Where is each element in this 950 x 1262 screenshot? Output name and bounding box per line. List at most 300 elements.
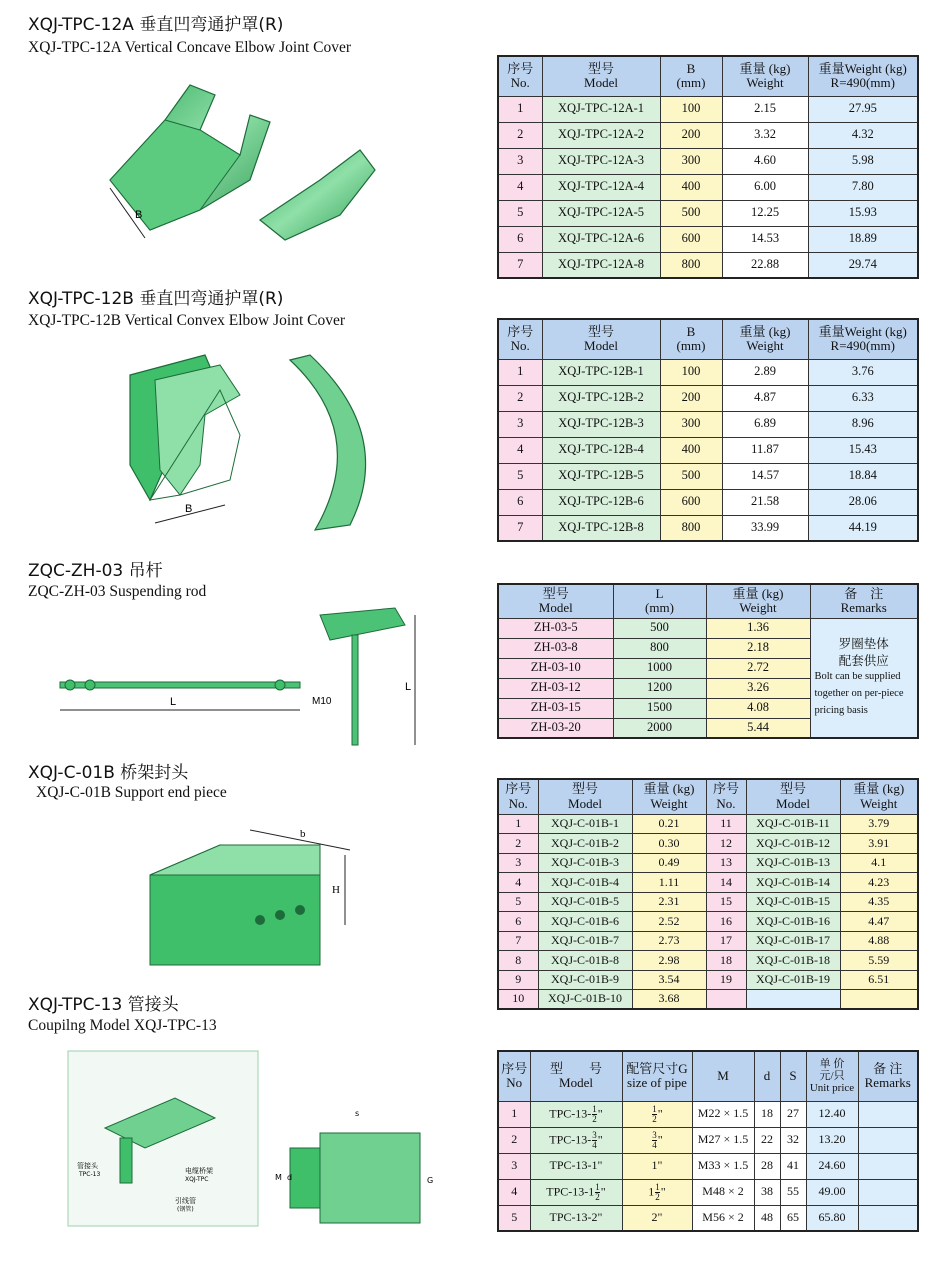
table-row bbox=[498, 385, 918, 411]
cell-weight: 33.99 bbox=[722, 515, 808, 541]
cell-weight: 22.88 bbox=[722, 252, 808, 278]
cell-remarks bbox=[858, 1127, 918, 1153]
section-title-coupling: XQJ-TPC-13 管接头 bbox=[28, 995, 179, 1015]
frac-den: 2 bbox=[595, 1191, 600, 1202]
table-row bbox=[498, 970, 918, 990]
dim-l-label: L bbox=[170, 696, 177, 708]
cell-no: 15 bbox=[706, 892, 746, 912]
cell-weight-r: 7.80 bbox=[808, 174, 918, 200]
cell-model: XQJ-C-01B-1 bbox=[538, 814, 632, 834]
table-row bbox=[498, 200, 918, 226]
cell-pipe-size bbox=[622, 1205, 692, 1231]
g-fraction bbox=[652, 1131, 657, 1150]
cell-b: 800 bbox=[660, 515, 722, 541]
table-row bbox=[498, 122, 918, 148]
cell-pipe-size bbox=[622, 1127, 692, 1153]
g-whole: 1 bbox=[648, 1183, 655, 1198]
table-row bbox=[498, 951, 918, 971]
frac-num: 1 bbox=[595, 1181, 600, 1192]
cell-b: 400 bbox=[660, 437, 722, 463]
g-suffix: " bbox=[657, 1131, 663, 1146]
cell-weight: 6.89 bbox=[722, 411, 808, 437]
cell-no: 1 bbox=[498, 1101, 530, 1127]
cell-m: M33 × 1.5 bbox=[692, 1153, 754, 1179]
cell-weight: 4.88 bbox=[840, 931, 918, 951]
section-subtitle-endpiece: XQJ-C-01B Support end piece bbox=[36, 784, 227, 801]
cell-l: 1200 bbox=[613, 678, 706, 698]
cell-weight: 3.54 bbox=[632, 970, 706, 990]
frac-num: 3 bbox=[652, 1129, 657, 1140]
dim-g: G bbox=[427, 1176, 434, 1185]
dim-d: d bbox=[287, 1173, 293, 1182]
cell-no: 6 bbox=[498, 489, 542, 515]
cell-no: 11 bbox=[706, 814, 746, 834]
cell-model: ZH-03-10 bbox=[498, 658, 613, 678]
table-endpiece bbox=[497, 778, 919, 1010]
cell-weight: 4.60 bbox=[722, 148, 808, 174]
cell-weight: 4.08 bbox=[706, 698, 810, 718]
frac-num: 3 bbox=[592, 1129, 597, 1140]
cell-no: 17 bbox=[706, 931, 746, 951]
frac-num: 1 bbox=[655, 1181, 660, 1192]
cell-model: XQJ-TPC-12A-3 bbox=[542, 148, 660, 174]
cell-no: 5 bbox=[498, 892, 538, 912]
dim-m10-label: M10 bbox=[312, 696, 332, 707]
cell-no: 5 bbox=[498, 1205, 530, 1231]
cell-model: XQJ-C-01B-7 bbox=[538, 931, 632, 951]
table-header: 配管尺寸G size of pipe bbox=[622, 1051, 692, 1101]
cell-weight: 14.57 bbox=[722, 463, 808, 489]
cell-no: 4 bbox=[498, 174, 542, 200]
frac-den: 4 bbox=[592, 1139, 597, 1150]
cell-no: 7 bbox=[498, 931, 538, 951]
cell-pipe-size bbox=[622, 1153, 692, 1179]
cell-weight: 0.49 bbox=[632, 853, 706, 873]
table-header: 序号 No. bbox=[706, 779, 746, 814]
section-title-12b: XQJ-TPC-12B 垂直凹弯通护罩(R) bbox=[28, 289, 284, 309]
section-title-12a: XQJ-TPC-12A 垂直凹弯通护罩(R) bbox=[28, 15, 284, 35]
cell-model: XQJ-C-01B-11 bbox=[746, 814, 840, 834]
cell-no: 7 bbox=[498, 515, 542, 541]
cell-pipe-size bbox=[622, 1179, 692, 1205]
section-subtitle-coupling: Coupilng Model XQJ-TPC-13 bbox=[28, 1017, 217, 1034]
table-header: 型号 Model bbox=[746, 779, 840, 814]
cell-weight-r: 8.96 bbox=[808, 411, 918, 437]
cell-b: 200 bbox=[660, 122, 722, 148]
cell-weight-r: 15.93 bbox=[808, 200, 918, 226]
cell-d: 38 bbox=[754, 1179, 780, 1205]
cell-weight: 2.89 bbox=[722, 359, 808, 385]
cell-weight: 4.87 bbox=[722, 385, 808, 411]
lbl-joint: 管接头 bbox=[77, 1162, 98, 1170]
cell-weight: 5.59 bbox=[840, 951, 918, 971]
lbl-pipe: 引线管 bbox=[175, 1197, 196, 1205]
end-piece-illustration bbox=[140, 815, 370, 975]
cell-no: 4 bbox=[498, 1179, 530, 1205]
cell-weight: 3.32 bbox=[722, 122, 808, 148]
dim-b-label: B bbox=[135, 209, 143, 221]
model-fraction bbox=[592, 1105, 597, 1124]
table-rod bbox=[497, 583, 919, 739]
cell-b: 100 bbox=[660, 359, 722, 385]
cell-model: XQJ-C-01B-18 bbox=[746, 951, 840, 971]
model-fraction bbox=[595, 1183, 600, 1202]
table-row bbox=[498, 1127, 918, 1153]
lbl-tray: 电缆桥架 bbox=[185, 1167, 213, 1175]
dim-l2-label: L bbox=[405, 681, 412, 693]
table-header: S bbox=[780, 1051, 806, 1101]
cell-b: 500 bbox=[660, 200, 722, 226]
remark-cn-2: 配套供应 bbox=[838, 652, 889, 668]
cell-no: 4 bbox=[498, 873, 538, 893]
cell-l: 1000 bbox=[613, 658, 706, 678]
model-prefix: TPC-13-2" bbox=[549, 1210, 603, 1225]
dim-h-label: H bbox=[332, 884, 340, 896]
g-whole: 2" bbox=[651, 1210, 663, 1225]
section-subtitle-rod: ZQC-ZH-03 Suspending rod bbox=[28, 583, 207, 600]
cell-model: XQJ-C-01B-9 bbox=[538, 970, 632, 990]
cell-no: 14 bbox=[706, 873, 746, 893]
cell-weight bbox=[840, 990, 918, 1010]
cell-no: 3 bbox=[498, 1153, 530, 1179]
table-row bbox=[498, 463, 918, 489]
table-header: 重量 (kg) Weight bbox=[840, 779, 918, 814]
cell-model bbox=[530, 1153, 622, 1179]
cell-weight: 3.79 bbox=[840, 814, 918, 834]
cell-weight: 4.1 bbox=[840, 853, 918, 873]
cell-model: XQJ-C-01B-3 bbox=[538, 853, 632, 873]
cell-model: XQJ-C-01B-16 bbox=[746, 912, 840, 932]
cell-no: 13 bbox=[706, 853, 746, 873]
frac-den: 4 bbox=[652, 1139, 657, 1150]
cell-weight: 1.36 bbox=[706, 618, 810, 638]
table-header: 备 注 Remarks bbox=[810, 584, 918, 618]
cell-no: 12 bbox=[706, 834, 746, 854]
cell-model: XQJ-C-01B-8 bbox=[538, 951, 632, 971]
frac-num: 1 bbox=[592, 1103, 597, 1114]
table-row bbox=[498, 1101, 918, 1127]
cell-model: XQJ-C-01B-12 bbox=[746, 834, 840, 854]
table-header: 型 号 Model bbox=[530, 1051, 622, 1101]
cell-weight: 21.58 bbox=[722, 489, 808, 515]
lbl-tray-en: XQJ-TPC bbox=[185, 1176, 209, 1183]
dim-m: M bbox=[275, 1173, 282, 1182]
table-header: 单 价 元/只 Unit price bbox=[806, 1051, 858, 1101]
cell-s: 65 bbox=[780, 1205, 806, 1231]
table-header: 序号 No. bbox=[498, 319, 542, 359]
table-row bbox=[498, 814, 918, 834]
table-row bbox=[498, 174, 918, 200]
hdr-weight: 重量 (kg) Weight bbox=[722, 56, 808, 96]
cell-model: XQJ-TPC-12A-2 bbox=[542, 122, 660, 148]
table-12b bbox=[497, 318, 919, 542]
cell-no: 16 bbox=[706, 912, 746, 932]
cell-no: 3 bbox=[498, 411, 542, 437]
table-row bbox=[498, 853, 918, 873]
cell-s: 32 bbox=[780, 1127, 806, 1153]
table-header: L (mm) bbox=[613, 584, 706, 618]
model-prefix: TPC-13-1" bbox=[549, 1158, 603, 1173]
cell-no: 18 bbox=[706, 951, 746, 971]
cell-price: 24.60 bbox=[806, 1153, 858, 1179]
cell-model bbox=[530, 1101, 622, 1127]
cell-weight: 2.15 bbox=[722, 96, 808, 122]
coupling-illustration bbox=[65, 1048, 445, 1233]
cell-weight: 5.44 bbox=[706, 718, 810, 738]
table-header: d bbox=[754, 1051, 780, 1101]
table-row bbox=[498, 931, 918, 951]
cell-remarks bbox=[858, 1101, 918, 1127]
cell-weight-r: 18.89 bbox=[808, 226, 918, 252]
cell-no: 4 bbox=[498, 437, 542, 463]
table-row bbox=[498, 618, 918, 638]
lbl-pipe-en: (钢管) bbox=[177, 1206, 194, 1213]
cell-weight-r: 4.32 bbox=[808, 122, 918, 148]
cell-d: 18 bbox=[754, 1101, 780, 1127]
cell-weight-r: 29.74 bbox=[808, 252, 918, 278]
cell-no: 1 bbox=[498, 96, 542, 122]
cell-price: 12.40 bbox=[806, 1101, 858, 1127]
cell-model: XQJ-C-01B-10 bbox=[538, 990, 632, 1010]
cell-model: XQJ-C-01B-13 bbox=[746, 853, 840, 873]
cell-model: ZH-03-8 bbox=[498, 638, 613, 658]
table-header: 重量 (kg) Weight bbox=[632, 779, 706, 814]
cell-no: 6 bbox=[498, 912, 538, 932]
table-row bbox=[498, 489, 918, 515]
table-coupling bbox=[497, 1050, 919, 1232]
concave-elbow-illustration bbox=[90, 70, 410, 265]
cell-weight-r: 3.76 bbox=[808, 359, 918, 385]
dim-b-lower: b bbox=[300, 828, 306, 840]
cell-weight-r: 18.84 bbox=[808, 463, 918, 489]
cell-b: 300 bbox=[660, 148, 722, 174]
cell-weight-r: 5.98 bbox=[808, 148, 918, 174]
cell-no: 8 bbox=[498, 951, 538, 971]
hdr-model: 型号 Model bbox=[542, 56, 660, 96]
cell-weight: 2.72 bbox=[706, 658, 810, 678]
cell-weight: 4.23 bbox=[840, 873, 918, 893]
cell-b: 400 bbox=[660, 174, 722, 200]
cell-l: 1500 bbox=[613, 698, 706, 718]
cell-no: 1 bbox=[498, 359, 542, 385]
cell-weight: 14.53 bbox=[722, 226, 808, 252]
frac-den: 2 bbox=[652, 1113, 657, 1124]
cell-weight-r: 28.06 bbox=[808, 489, 918, 515]
cell-model: XQJ-C-01B-4 bbox=[538, 873, 632, 893]
lbl-joint-en: TPC-13 bbox=[79, 1171, 101, 1178]
cell-model: XQJ-TPC-12A-8 bbox=[542, 252, 660, 278]
table-header: 型号 Model bbox=[538, 779, 632, 814]
cell-weight: 2.31 bbox=[632, 892, 706, 912]
cell-m: M27 × 1.5 bbox=[692, 1127, 754, 1153]
cell-b: 500 bbox=[660, 463, 722, 489]
g-fraction bbox=[652, 1105, 657, 1124]
cell-model: ZH-03-20 bbox=[498, 718, 613, 738]
cell-l: 500 bbox=[613, 618, 706, 638]
cell-remarks bbox=[858, 1179, 918, 1205]
g-suffix: " bbox=[657, 1105, 663, 1120]
table-header: 序号 No. bbox=[498, 779, 538, 814]
cell-model: XQJ-TPC-12A-5 bbox=[542, 200, 660, 226]
cell-b: 800 bbox=[660, 252, 722, 278]
cell-b: 100 bbox=[660, 96, 722, 122]
cell-no: 9 bbox=[498, 970, 538, 990]
table-header: 备 注 Remarks bbox=[858, 1051, 918, 1101]
table-row bbox=[498, 96, 918, 122]
hdr-b: B (mm) bbox=[660, 56, 722, 96]
cell-model: XQJ-TPC-12B-3 bbox=[542, 411, 660, 437]
cell-weight: 2.98 bbox=[632, 951, 706, 971]
cell-l: 2000 bbox=[613, 718, 706, 738]
cell-model: XQJ-C-01B-17 bbox=[746, 931, 840, 951]
cell-remarks bbox=[858, 1205, 918, 1231]
section-subtitle-12b: XQJ-TPC-12B Vertical Convex Elbow Joint Cover bbox=[28, 312, 346, 329]
table-header: M bbox=[692, 1051, 754, 1101]
g-whole: 1" bbox=[651, 1158, 663, 1173]
cell-weight: 4.47 bbox=[840, 912, 918, 932]
cell-model: XQJ-TPC-12B-6 bbox=[542, 489, 660, 515]
table-row bbox=[498, 359, 918, 385]
cell-b: 600 bbox=[660, 226, 722, 252]
cell-no: 2 bbox=[498, 385, 542, 411]
cell-weight: 6.00 bbox=[722, 174, 808, 200]
cell-model: XQJ-TPC-12B-8 bbox=[542, 515, 660, 541]
section-title-endpiece: XQJ-C-01B 桥架封头 bbox=[28, 763, 189, 783]
cell-model bbox=[530, 1179, 622, 1205]
model-suffix: " bbox=[600, 1183, 606, 1198]
cell-weight: 3.26 bbox=[706, 678, 810, 698]
cell-no bbox=[706, 990, 746, 1010]
cell-price: 13.20 bbox=[806, 1127, 858, 1153]
cell-s: 55 bbox=[780, 1179, 806, 1205]
cell-model: XQJ-C-01B-5 bbox=[538, 892, 632, 912]
table-header: 型号 Model bbox=[542, 319, 660, 359]
dim-s: s bbox=[355, 1109, 360, 1118]
frac-num: 1 bbox=[652, 1103, 657, 1114]
cell-weight-r: 27.95 bbox=[808, 96, 918, 122]
cell-no: 10 bbox=[498, 990, 538, 1010]
convex-elbow-illustration bbox=[120, 345, 380, 535]
cell-weight: 11.87 bbox=[722, 437, 808, 463]
cell-weight: 1.11 bbox=[632, 873, 706, 893]
table-row bbox=[498, 1205, 918, 1231]
cell-weight: 2.18 bbox=[706, 638, 810, 658]
cell-model bbox=[746, 990, 840, 1010]
cell-weight-r: 44.19 bbox=[808, 515, 918, 541]
frac-den: 2 bbox=[655, 1191, 660, 1202]
cell-model: XQJ-C-01B-19 bbox=[746, 970, 840, 990]
table-row bbox=[498, 411, 918, 437]
cell-model: ZH-03-5 bbox=[498, 618, 613, 638]
table-row bbox=[498, 892, 918, 912]
cell-weight: 4.35 bbox=[840, 892, 918, 912]
cell-remarks bbox=[810, 618, 918, 738]
table-row bbox=[498, 1153, 918, 1179]
table-header: 型号 Model bbox=[498, 584, 613, 618]
cell-d: 28 bbox=[754, 1153, 780, 1179]
cell-weight: 0.21 bbox=[632, 814, 706, 834]
cell-weight: 12.25 bbox=[722, 200, 808, 226]
cell-pipe-size bbox=[622, 1101, 692, 1127]
cell-model: XQJ-C-01B-6 bbox=[538, 912, 632, 932]
model-fraction bbox=[592, 1131, 597, 1150]
cell-price: 65.80 bbox=[806, 1205, 858, 1231]
model-suffix: " bbox=[597, 1105, 603, 1120]
cell-no: 3 bbox=[498, 853, 538, 873]
cell-weight-r: 6.33 bbox=[808, 385, 918, 411]
table-row bbox=[498, 437, 918, 463]
cell-no: 2 bbox=[498, 122, 542, 148]
table-row bbox=[498, 148, 918, 174]
cell-weight: 2.52 bbox=[632, 912, 706, 932]
cell-weight-r: 15.43 bbox=[808, 437, 918, 463]
cell-b: 600 bbox=[660, 489, 722, 515]
cell-weight: 0.30 bbox=[632, 834, 706, 854]
cell-model bbox=[530, 1205, 622, 1231]
cell-model: XQJ-TPC-12A-1 bbox=[542, 96, 660, 122]
table-row bbox=[498, 1179, 918, 1205]
dim-b-label-2: B bbox=[185, 503, 193, 515]
cell-b: 200 bbox=[660, 385, 722, 411]
cell-price: 49.00 bbox=[806, 1179, 858, 1205]
table-header: 重量 (kg) Weight bbox=[706, 584, 810, 618]
cell-l: 800 bbox=[613, 638, 706, 658]
cell-d: 22 bbox=[754, 1127, 780, 1153]
cell-s: 41 bbox=[780, 1153, 806, 1179]
cell-model: XQJ-C-01B-15 bbox=[746, 892, 840, 912]
cell-b: 300 bbox=[660, 411, 722, 437]
cell-m: M22 × 1.5 bbox=[692, 1101, 754, 1127]
table-row bbox=[498, 252, 918, 278]
table-row bbox=[498, 912, 918, 932]
cell-model: XQJ-C-01B-14 bbox=[746, 873, 840, 893]
cell-model bbox=[530, 1127, 622, 1153]
cell-model: XQJ-TPC-12B-2 bbox=[542, 385, 660, 411]
cell-weight: 3.68 bbox=[632, 990, 706, 1010]
table-header: B (mm) bbox=[660, 319, 722, 359]
cell-no: 5 bbox=[498, 200, 542, 226]
cell-no: 1 bbox=[498, 814, 538, 834]
cell-no: 3 bbox=[498, 148, 542, 174]
table-row bbox=[498, 873, 918, 893]
cell-weight: 2.73 bbox=[632, 931, 706, 951]
table-row bbox=[498, 990, 918, 1010]
table-row bbox=[498, 834, 918, 854]
section-subtitle-12a: XQJ-TPC-12A Vertical Concave Elbow Joint Cover bbox=[28, 39, 352, 56]
remark-en: Bolt can be supplied together on per-piece pricing basis bbox=[814, 671, 904, 717]
section-title-rod: ZQC-ZH-03 吊杆 bbox=[28, 561, 163, 581]
cell-model: ZH-03-15 bbox=[498, 698, 613, 718]
table-header: 重量Weight (kg) R=490(mm) bbox=[808, 319, 918, 359]
cell-m: M48 × 2 bbox=[692, 1179, 754, 1205]
cell-weight: 6.51 bbox=[840, 970, 918, 990]
cell-model: XQJ-TPC-12A-6 bbox=[542, 226, 660, 252]
cell-model: XQJ-TPC-12B-1 bbox=[542, 359, 660, 385]
table-header: 重量 (kg) Weight bbox=[722, 319, 808, 359]
table-row bbox=[498, 226, 918, 252]
cell-m: M56 × 2 bbox=[692, 1205, 754, 1231]
hdr-no: 序号 No. bbox=[498, 56, 542, 96]
table-12a bbox=[497, 55, 919, 279]
model-prefix: TPC-13- bbox=[549, 1131, 592, 1146]
cell-model: XQJ-TPC-12B-5 bbox=[542, 463, 660, 489]
cell-model: XQJ-TPC-12A-4 bbox=[542, 174, 660, 200]
table-header: 序号 No bbox=[498, 1051, 530, 1101]
g-suffix: " bbox=[660, 1183, 666, 1198]
cell-s: 27 bbox=[780, 1101, 806, 1127]
g-fraction bbox=[655, 1183, 660, 1202]
cell-remarks bbox=[858, 1153, 918, 1179]
